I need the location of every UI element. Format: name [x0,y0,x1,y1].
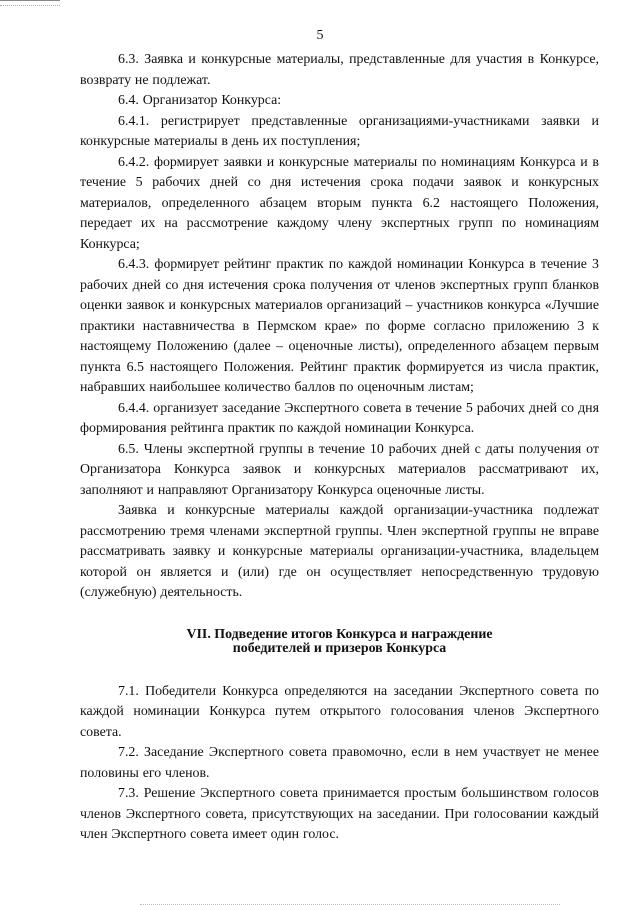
paragraph-6-5: 6.5. Члены экспертной группы в течение 10 рабочих дней с даты получения от Организатора Конкурса заявок и конкурсных материалов рассматривают их, заполняют и направляют Организатору Конкурса оценочные листы. [80,441,599,498]
paragraph-6-4-3: 6.4.3. формирует рейтинг практик по каждой номинации Конкурса в течение 3 рабочих дней со дня истечения срока получения от членов экспертных групп бланков оценки заявок и конкурсных материалов организаций – участников конкурса «Лучшие практики наставничества в Пермском крае» по форме согласно приложению 3 к настоящему Положению (далее – оценочные листы), определенного абзацем первым пункта 6.5 настоящего Положения. Рейтинг практик формируется из числа практик, набравших наибольшее количество баллов по оценочным листам; [80,257,599,395]
paragraph-6-4: 6.4. Организатор Конкурса: [118,93,282,108]
scan-bottom-edge [140,901,560,905]
paragraph-6-3: 6.3. Заявка и конкурсные материалы, представленные для участия в Конкурсе, возврату не подлежат. [80,52,599,88]
page-number: 5 [316,28,324,43]
paragraph-6-4-2: 6.4.2. формирует заявки и конкурсные материалы по номинациям Конкурса и в течение 5 рабочих дней со дня истечения срока подачи заявок и конкурсных материалов, определенного абзацем вторым пункта 6.2 настоящего Положения, передает их на рассмотрение каждому члену экспертных групп по номинациям Конкурса; [80,154,599,252]
paragraph-6-5-note: Заявка и конкурсные материалы каждой организации-участника подлежат рассмотрению тремя членами экспертной группы. Член экспертной группы не вправе рассматривать заявку и конкурсные материалы организации-участника, владельцем которой он является и (или) где он осуществляет непосредственную трудовую (служебную) деятельность. [80,503,599,600]
paragraph-7-3: 7.3. Решение Экспертного совета принимается простым большинством голосов членов Экспертного совета, присутствующих на заседании. При голосовании каждый член Экспертного совета имеет один голос. [80,786,599,842]
document-body [80,50,599,846]
paragraph-7-1: 7.1. Победители Конкурса определяются на заседании Экспертного совета по каждой номинации Конкурса путем открытого голосования членов Экспертного совета. [80,683,599,740]
paragraph-7-2: 7.2. Заседание Экспертного совета правомочно, если в нем участвует не менее половины его членов. [80,745,599,781]
section-heading-line-1: VII. Подведение итогов Конкурса и награждение [186,626,493,642]
paragraph-6-4-1: 6.4.1. регистрирует представленные организациями-участниками заявки и конкурсные материалы в день их поступления; [80,113,599,149]
section-heading-line-2: победителей и призеров Конкурса [232,640,447,656]
scan-edge-mark [0,0,60,6]
paragraph-6-4-4: 6.4.4. организует заседание Экспертного совета в течение 5 рабочих дней со дня формирования рейтинга практик по каждой номинации Конкурса. [80,400,599,436]
section-heading [80,628,599,656]
